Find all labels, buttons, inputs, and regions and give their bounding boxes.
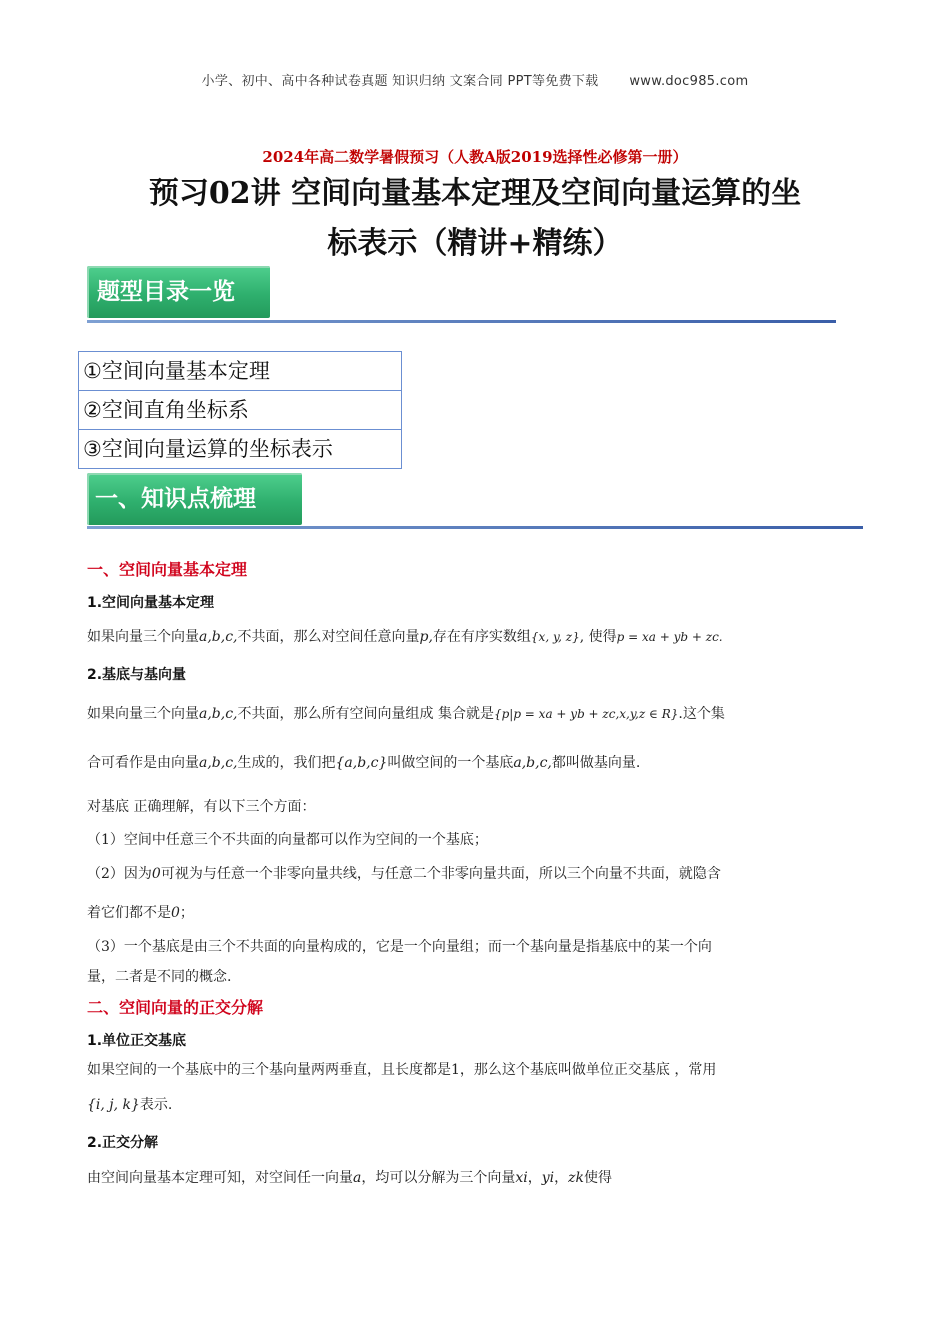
doc-subtitle: 2024年高二数学暑假预习（人教A版2019选择性必修第一册） — [262, 148, 688, 166]
section1-para6: （2）因为0可视为与任意一个非零向量共线，与任意二个非零向量共面，所以三个向量不共面，就隐含 — [87, 866, 721, 882]
toc-item-2[interactable]: ②空间直角坐标系 — [79, 391, 401, 430]
doc-title-line1: 预习02讲 空间向量基本定理及空间向量运算的坐 — [148, 176, 802, 211]
section1-heading: 一、空间向量基本定理 — [87, 560, 248, 579]
section1-para1: 如果向量三个向量a,b,c,不共面，那么对空间任意向量p,存在有序实数组{x, y, z}, 使得p = xa + yb + zc. — [87, 629, 723, 645]
toc-item-3[interactable]: ③空间向量运算的坐标表示 — [83, 437, 333, 461]
section2-sub2: 2.正交分解 — [87, 1135, 159, 1151]
section2-sub1: 1.单位正交基底 — [87, 1033, 187, 1049]
section1-para5: （1）空间中任意三个不共面的向量都可以作为空间的一个基底； — [87, 832, 488, 848]
section1-para3: 合可看作是由向量a,b,c,生成的，我们把{a,b,c}叫做空间的一个基底a,b,c,都叫做基向量. — [87, 755, 641, 771]
toc-banner: 题型目录一览 — [87, 266, 270, 318]
section1-para8: （3）一个基底是由三个不共面的向量构成的，它是一个向量组；而一个基向量是指基底中的某一个向 — [87, 939, 712, 955]
header-site-link[interactable]: www.doc985.com — [629, 74, 749, 89]
site-header — [0, 70, 950, 89]
knowledge-banner: 一、知识点梳理 — [87, 473, 302, 525]
section1-para9: 量，二者是不同的概念. — [87, 969, 232, 985]
section2-para2: {i, j, k}表示. — [87, 1097, 173, 1113]
set-xyz: {x, y, z} — [530, 630, 580, 644]
set-p-span: {p|p = xa + yb + zc,x,y,z ∈ R} — [493, 707, 679, 721]
section1-sub1: 1.空间向量基本定理 — [87, 595, 215, 611]
section1-sub2: 2.基底与基向量 — [87, 667, 187, 683]
section2-para3: 由空间向量基本定理可知，对空间任一向量a，均可以分解为三个向量xi，yi，zk使得 — [87, 1170, 612, 1186]
section2-heading: 二、空间向量的正交分解 — [87, 998, 264, 1017]
section1-para4: 对基底 正确理解，有以下三个方面： — [87, 799, 316, 815]
section1-para2: 如果向量三个向量a,b,c,不共面，那么所有空间向量组成 集合就是{p|p = xa + yb + zc,x,y,z ∈ R}.这个集 — [87, 706, 725, 722]
vector-p: p, — [419, 629, 433, 645]
knowledge-divider — [87, 526, 863, 529]
equation-p: p = xa + yb + zc. — [616, 630, 723, 644]
vector-abc: a,b,c, — [199, 629, 238, 645]
section2-para1: 如果空间的一个基底中的三个基向量两两垂直，且长度都是1，那么这个基底叫做单位正交基底 ，常用 — [87, 1062, 717, 1078]
toc-divider — [87, 320, 836, 323]
doc-title-line2: 标表示（精讲+精练） — [327, 226, 623, 261]
toc-item-1[interactable]: ①空间向量基本定理 — [79, 352, 401, 391]
section1-para7: 着它们都不是0； — [87, 905, 194, 921]
toc-list — [78, 351, 402, 469]
set-ijk: {i, j, k} — [87, 1097, 140, 1113]
header-text: 小学、初中、高中各种试卷真题 知识归纳 文案合同 PPT等免费下载 — [201, 74, 599, 89]
set-abc: {a,b,c} — [335, 755, 388, 771]
